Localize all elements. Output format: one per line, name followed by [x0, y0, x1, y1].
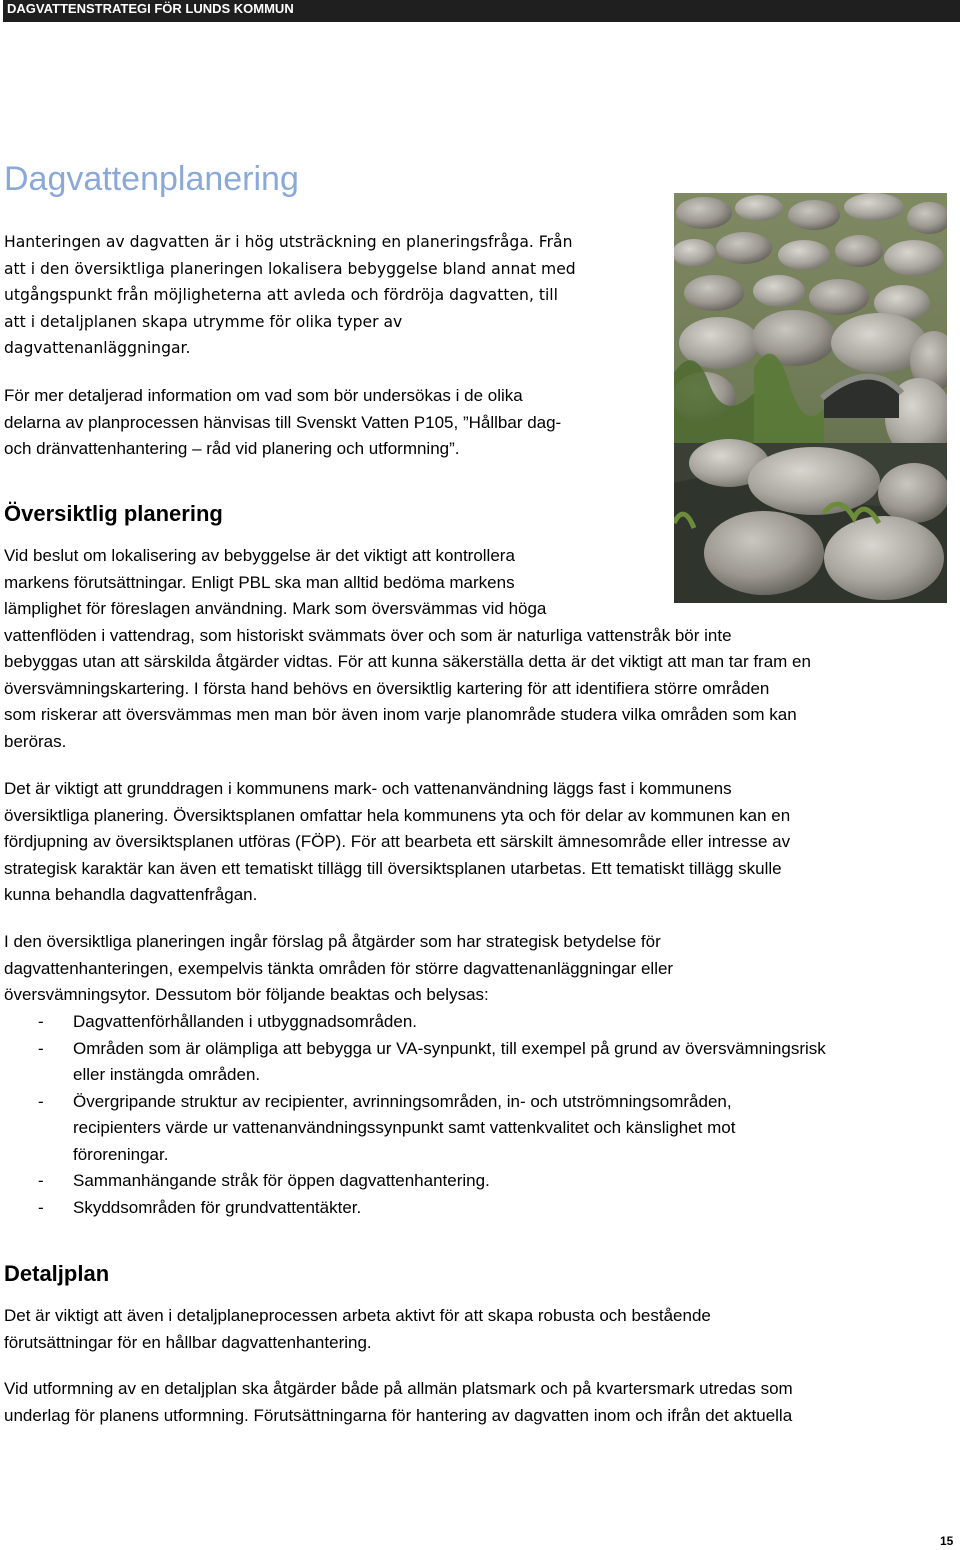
- detaljplan-paragraph-1: [4, 1303, 711, 1356]
- text-line: markens förutsättningar. Enligt PBL ska man alltid bedöma markens: [4, 572, 515, 592]
- text-line: underlag för planens utformning. Förutsättningarna för hantering av dagvatten inom och ifrån det aktuella: [4, 1405, 793, 1425]
- document-header: [3, 0, 960, 22]
- oversiktlig-paragraph-3: [4, 929, 673, 1009]
- text-line: att i den översiktliga planeringen lokalisera bebyggelse bland annat med: [4, 259, 576, 278]
- oversiktlig-paragraph-1: [4, 543, 811, 755]
- list-dash: -: [38, 1038, 44, 1058]
- text-line: dagvattenanläggningar.: [4, 339, 191, 357]
- text-line: Det är viktigt att även i detaljplaneprocessen arbeta aktivt för att skapa robusta och bestående: [4, 1306, 711, 1325]
- list-item: [4, 1089, 958, 1169]
- header-title: DAGVATTENSTRATEGI FÖR LUNDS KOMMUN: [7, 1, 294, 16]
- text-line: att i detaljplanen skapa utrymme för olika typer av: [4, 312, 403, 331]
- text-line: vattenflöden i vattendrag, som historiskt svämmats över och som är naturliga vattenstråk bör inte: [4, 625, 732, 645]
- intro-paragraph: [4, 229, 576, 362]
- list-dash: -: [38, 1171, 44, 1190]
- text-line: Dagvattenförhållanden i utbyggnadsområden.: [73, 1012, 418, 1031]
- text-line: föroreningar.: [73, 1144, 169, 1164]
- list-dash: -: [38, 1197, 44, 1217]
- text-line: I den översiktliga planeringen ingår förslag på åtgärder som har strategisk betydelse för: [4, 932, 661, 951]
- list-dash: -: [38, 1091, 44, 1111]
- text-line: Övergripande struktur av recipienter, avrinningsområden, in- och utströmningsområden,: [73, 1091, 732, 1111]
- text-line: översiktliga planering. Översiktsplanen omfattar hela kommunens yta och för delar av kommunen kan en: [4, 805, 791, 825]
- section-heading-detaljplan: Detaljplan: [4, 1261, 110, 1286]
- reference-paragraph: [4, 383, 561, 463]
- text-line: Vid beslut om lokalisering av bebyggelse är det viktigt att kontrollera: [4, 546, 515, 565]
- list-item: [4, 1009, 958, 1036]
- list-dash: -: [38, 1012, 44, 1031]
- page-number: 15: [940, 1534, 954, 1548]
- text-line: För mer detaljerad information om vad som bör undersökas i de olika: [4, 386, 523, 405]
- text-line: recipienters värde ur vattenanvändningssynpunkt samt vattenkvalitet och känslighet mot: [73, 1118, 736, 1137]
- text-line: lämplighet för föreslagen användning. Mark som översvämmas vid höga: [4, 599, 547, 618]
- text-line: Sammanhängande stråk för öppen dagvattenhantering.: [73, 1171, 490, 1190]
- text-line: delarna av planprocessen hänvisas till Svenskt Vatten P105, ”Hållbar dag-: [4, 412, 562, 432]
- oversiktlig-paragraph-2: [4, 776, 790, 909]
- text-line: Områden som är olämpliga att bebygga ur VA-synpunkt, till exempel på grund av översvämningsrisk: [73, 1038, 826, 1058]
- considerations-list: [4, 1009, 958, 1221]
- text-line: fördjupning av översiktsplanen utföras (FÖP). För att bearbeta ett särskilt ämnesområde eller intresse av: [4, 832, 791, 851]
- text-line: utgångspunkt från möjligheterna att avleda och fördröja dagvatten, till: [4, 286, 558, 304]
- text-line: Hanteringen av dagvatten är i hög utsträckning en planeringsfråga. Från: [4, 233, 573, 251]
- text-line: översvämningsytor. Dessutom bör följande beaktas och belysas:: [4, 985, 489, 1004]
- list-item: [4, 1195, 958, 1222]
- list-item: [4, 1036, 958, 1089]
- text-line: bebyggas utan att särskilda åtgärder vidtas. För att kunna säkerställa detta är det viktigt att man tar fram en: [4, 652, 811, 671]
- text-line: eller instängda områden.: [73, 1065, 261, 1084]
- text-line: kunna behandla dagvattenfrågan.: [4, 885, 258, 904]
- text-line: Det är viktigt att grunddragen i kommunens mark- och vattenanvändning läggs fast i kommunens: [4, 779, 732, 798]
- page-title: Dagvattenplanering: [4, 160, 299, 198]
- text-line: översvämningskartering. I första hand behövs en översiktlig kartering för att identifiera större områden: [4, 678, 770, 698]
- list-item: [4, 1168, 958, 1195]
- detaljplan-paragraph-2: [4, 1376, 793, 1429]
- text-line: och dränvattenhantering – råd vid planering och utformning”.: [4, 439, 460, 458]
- text-line: dagvattenhanteringen, exempelvis tänkta områden för större dagvattenanläggningar eller: [4, 958, 674, 978]
- stormwater-culvert-photo: [674, 193, 947, 603]
- text-line: beröras.: [4, 731, 67, 751]
- text-line: Vid utformning av en detaljplan ska åtgärder både på allmän platsmark och på kvartersmark utredas som: [4, 1379, 793, 1398]
- text-line: strategisk karaktär kan även ett tematiskt tillägg till översiktsplanen utarbetas. Ett tematiskt tillägg skulle: [4, 858, 782, 878]
- text-line: förutsättningar för en hållbar dagvattenhantering.: [4, 1332, 372, 1352]
- section-heading-oversiktlig: Översiktlig planering: [4, 501, 223, 526]
- text-line: Skyddsområden för grundvattentäkter.: [73, 1197, 362, 1217]
- text-line: som riskerar att översvämmas men man bör även inom varje planområde studera vilka områden som kan: [4, 705, 797, 724]
